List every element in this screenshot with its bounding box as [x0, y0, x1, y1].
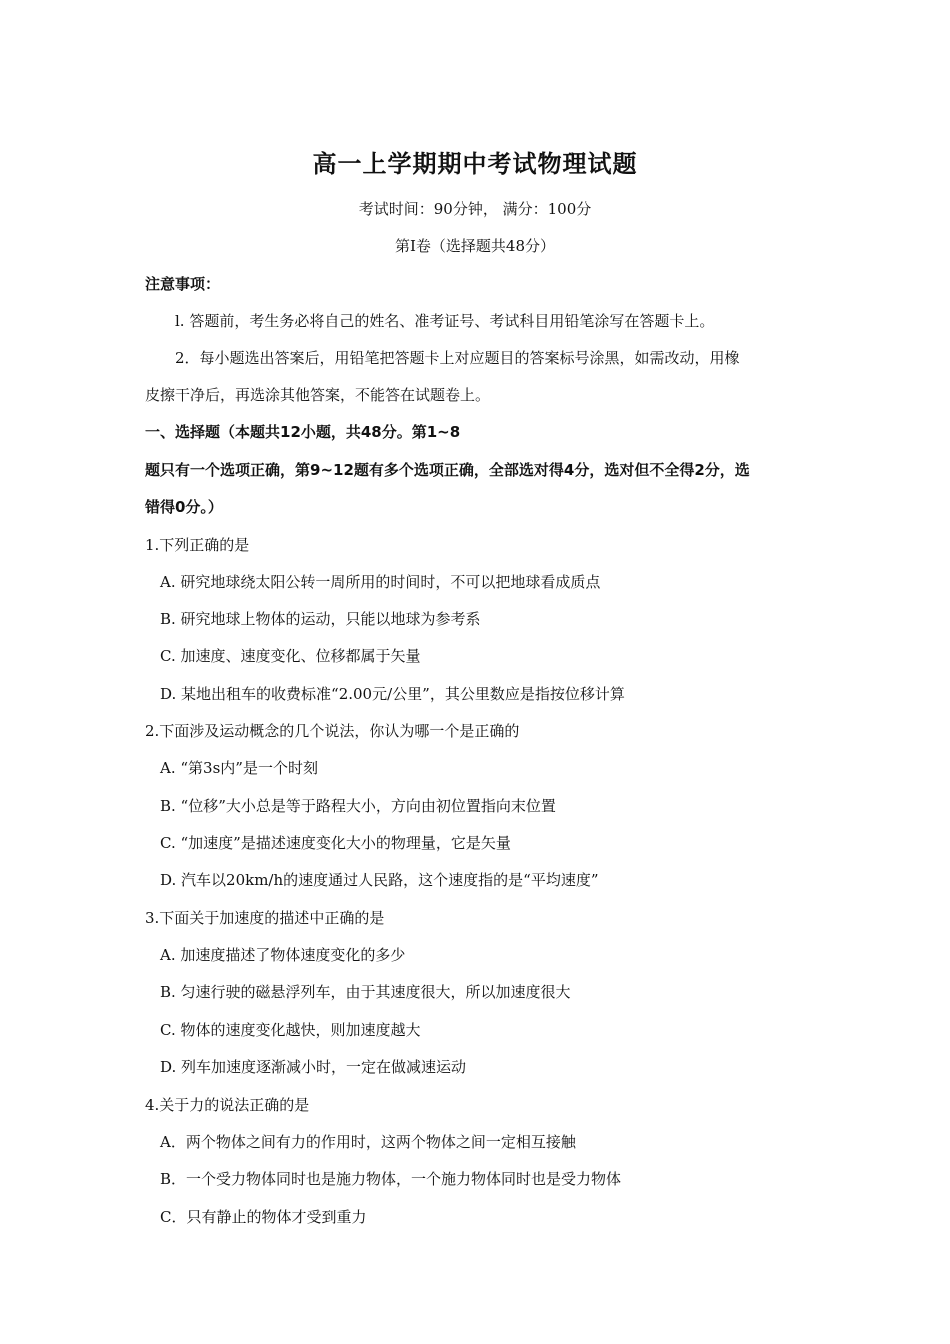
question-3-stem: 3.下面关于加速度的描述中正确的是 — [145, 909, 385, 927]
section1-instructions-line-2: 题只有一个选项正确，第9~12题有多个选项正确，全部选对得4分，选对但不全得2分，选 — [145, 461, 750, 479]
section1-instructions-line-3: 错得0分。） — [145, 498, 223, 516]
question-2-stem: 2.下面涉及运动概念的几个说法，你认为哪一个是正确的 — [145, 722, 520, 740]
question-4-stem: 4.关于力的说法正确的是 — [145, 1096, 310, 1114]
question-3-option-a: A. 加速度描述了物体速度变化的多少 — [160, 946, 406, 964]
question-1-stem: 1.下列正确的是 — [145, 536, 250, 554]
question-2-option-c: C. “加速度”是描述速度变化大小的物理量，它是矢量 — [160, 834, 511, 852]
question-2-option-a: A. “第3s内”是一个时刻 — [160, 759, 318, 777]
section1-instructions-line-1: 一、选择题（本题共12小题，共48分。第1~8 — [145, 423, 461, 441]
question-4-option-b: B．一个受力物体同时也是施力物体，一个施力物体同时也是受力物体 — [160, 1170, 622, 1188]
section-label: 第Ⅰ卷（选择题共48分） — [394, 237, 555, 255]
question-1-option-b: B. 研究地球上物体的运动，只能以地球为参考系 — [160, 610, 481, 628]
question-4-option-a: A．两个物体之间有力的作用时，这两个物体之间一定相互接触 — [160, 1133, 576, 1151]
question-3-option-c: C. 物体的速度变化越快，则加速度越大 — [160, 1021, 421, 1039]
notes-item-1: l. 答题前，考生务必将自己的姓名、准考证号、考试科目用铅笔涂写在答题卡上。 — [175, 312, 715, 330]
exam-title: 高一上学期期中考试物理试题 — [312, 150, 638, 178]
question-4-option-c: C．只有静止的物体才受到重力 — [160, 1208, 367, 1226]
question-1-option-c: C. 加速度、速度变化、位移都属于矢量 — [160, 647, 421, 665]
question-1-option-d: D. 某地出租车的收费标准“2.00元/公里”，其公里数应是指按位移计算 — [160, 685, 625, 703]
exam-info: 考试时间：90分钟， 满分：100分 — [358, 200, 592, 218]
notes-item-2-line-2: 皮擦干净后，再选涂其他答案，不能答在试题卷上。 — [145, 386, 491, 404]
notes-heading: 注意事项： — [145, 275, 221, 293]
question-1-option-a: A. 研究地球绕太阳公转一周所用的时间时，不可以把地球看成质点 — [160, 573, 601, 591]
question-2-option-b: B. “位移”大小总是等于路程大小，方向由初位置指向末位置 — [160, 797, 556, 815]
notes-item-2-line-1: 2．每小题选出答案后，用铅笔把答题卡上对应题目的答案标号涂黑，如需改动，用橡 — [175, 349, 740, 367]
question-2-option-d: D. 汽车以20km/h的速度通过人民路，这个速度指的是“平均速度” — [160, 871, 599, 889]
question-3-option-d: D. 列车加速度逐渐减小时，一定在做减速运动 — [160, 1058, 467, 1076]
question-3-option-b: B. 匀速行驶的磁悬浮列车，由于其速度很大，所以加速度很大 — [160, 983, 571, 1001]
